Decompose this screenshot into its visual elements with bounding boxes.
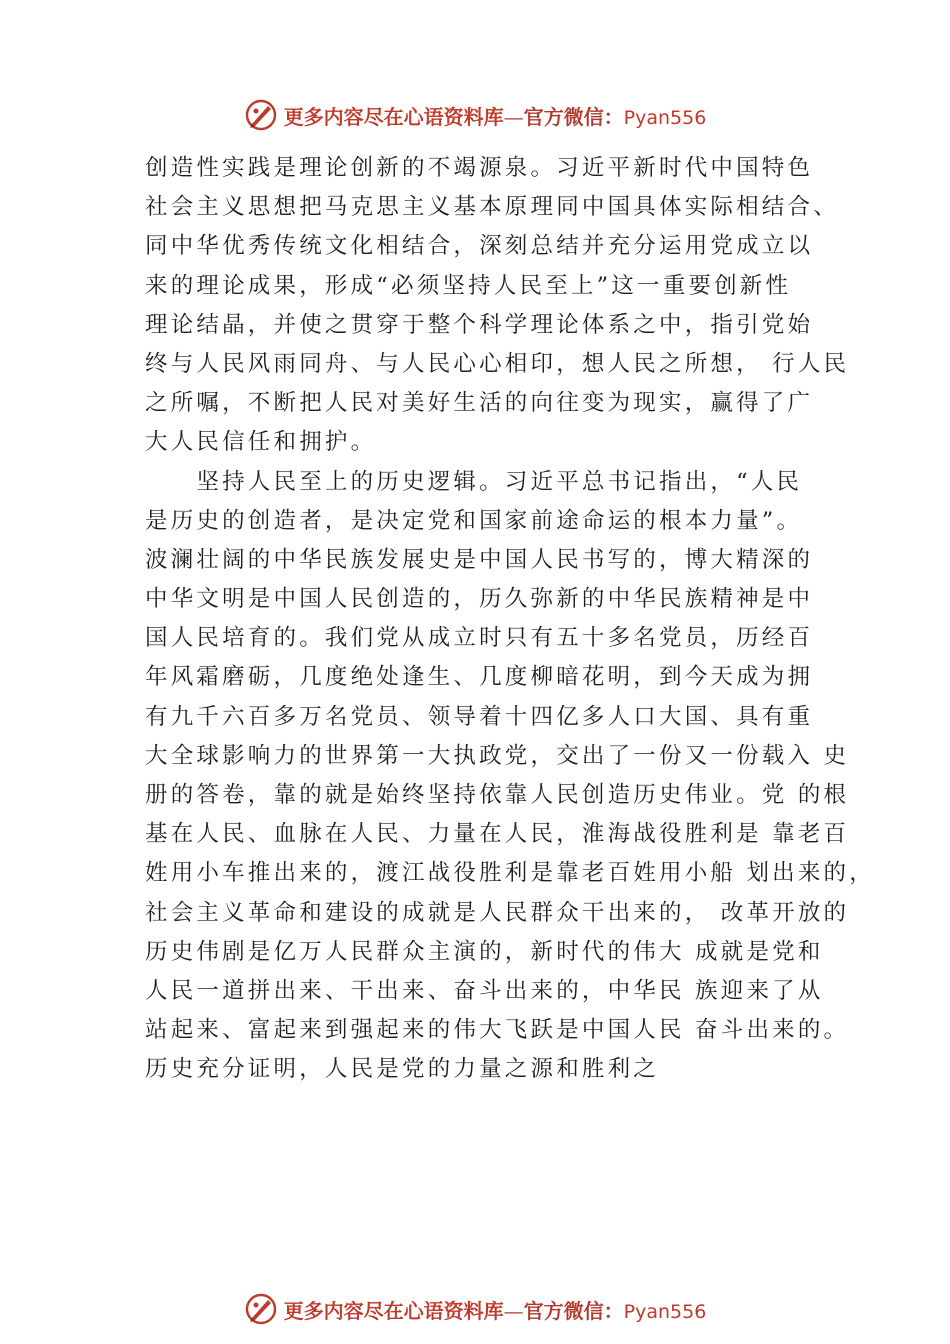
text-line: 册的答卷，靠的就是始终坚持依靠人民创造历史伟业。党 的根 <box>145 782 850 808</box>
text-line: 终与人民风雨同舟、与人民心心相印，想人民之所想， 行人民 <box>145 350 850 377</box>
banner-main-text: 更多内容尽在心语资料库 <box>283 104 504 129</box>
pen-logo-icon <box>244 98 278 132</box>
text-line: 历史充分证明，人民是党的力量之源和胜利之 <box>145 1056 660 1083</box>
banner-dash: — <box>503 104 524 129</box>
banner-text <box>284 101 707 130</box>
text-line: 是历史的创造者，是决定党和国家前途命运的根本力量”。 <box>145 507 803 534</box>
banner-dash: — <box>503 1298 524 1323</box>
footer-banner <box>0 1287 950 1331</box>
text-line: 理论结晶，并使之贯穿于整个科学理论体系之中，指引党始 <box>145 311 814 338</box>
text-line: 同中华优秀传统文化相结合，深刻总结并充分运用党成立以 <box>145 233 814 260</box>
text-line: 年风霜磨砺，几度绝处逢生、几度柳暗花明，到今天成为拥 <box>145 664 814 691</box>
text-line: 姓用小车推出来的，渡江战役胜利是靠老百姓用小船 划出来的， <box>145 860 875 887</box>
text-line: 历史伟剧是亿万人民群众主演的，新时代的伟大 成就是党和 <box>145 938 824 965</box>
banner-wechat-label: 官方微信： <box>523 104 624 129</box>
header-banner <box>0 93 950 137</box>
paragraph-start-line: 坚持人民至上的历史逻辑。习近平总书记指出，“人民 <box>145 468 803 495</box>
banner-wechat-label: 官方微信： <box>523 1298 624 1323</box>
text-line: 大人民信任和拥护。 <box>145 429 377 456</box>
text-line: 之所嘱，不断把人民对美好生活的向往变为现实，赢得了广 <box>145 390 814 417</box>
text-line: 大全球影响力的世界第一大执政党，交出了一份又一份载入 史 <box>145 742 850 769</box>
text-line: 中华文明是中国人民创造的，历久弥新的中华民族精神是中 <box>145 586 814 613</box>
text-line: 国人民培育的。我们党从成立时只有五十多名党员，历经百 <box>145 625 814 652</box>
text-line: 站起来、富起来到强起来的伟大飞跃是中国人民 奋斗出来的。 <box>145 1017 850 1044</box>
text-line: 人民一道拼出来、干出来、奋斗出来的，中华民 族迎来了从 <box>145 977 824 1004</box>
text-line: 社会主义思想把马克思主义基本原理同中国具体实际相结合、 <box>145 194 839 221</box>
text-line: 有九千六百多万名党员、领导着十四亿多人口大国、具有重 <box>145 703 814 730</box>
banner-wechat-id: Pyan556 <box>623 106 707 129</box>
document-body <box>145 149 875 1090</box>
banner-text <box>284 1295 707 1324</box>
text-line: 来的理论成果，形成“必须坚持人民至上”这一重要创新性 <box>145 272 792 299</box>
banner-main-text: 更多内容尽在心语资料库 <box>283 1298 504 1323</box>
text-line: 创造性实践是理论创新的不竭源泉。习近平新时代中国特色 <box>145 155 814 181</box>
banner-wechat-id: Pyan556 <box>623 1300 707 1323</box>
pen-logo-icon <box>244 1292 278 1326</box>
text-line: 社会主义革命和建设的成就是人民群众干出来的， 改革开放的 <box>145 899 850 926</box>
text-line: 基在人民、血脉在人民、力量在人民，淮海战役胜利是 靠老百 <box>145 821 850 848</box>
text-line: 波澜壮阔的中华民族发展史是中国人民书写的，博大精深的 <box>145 546 814 573</box>
